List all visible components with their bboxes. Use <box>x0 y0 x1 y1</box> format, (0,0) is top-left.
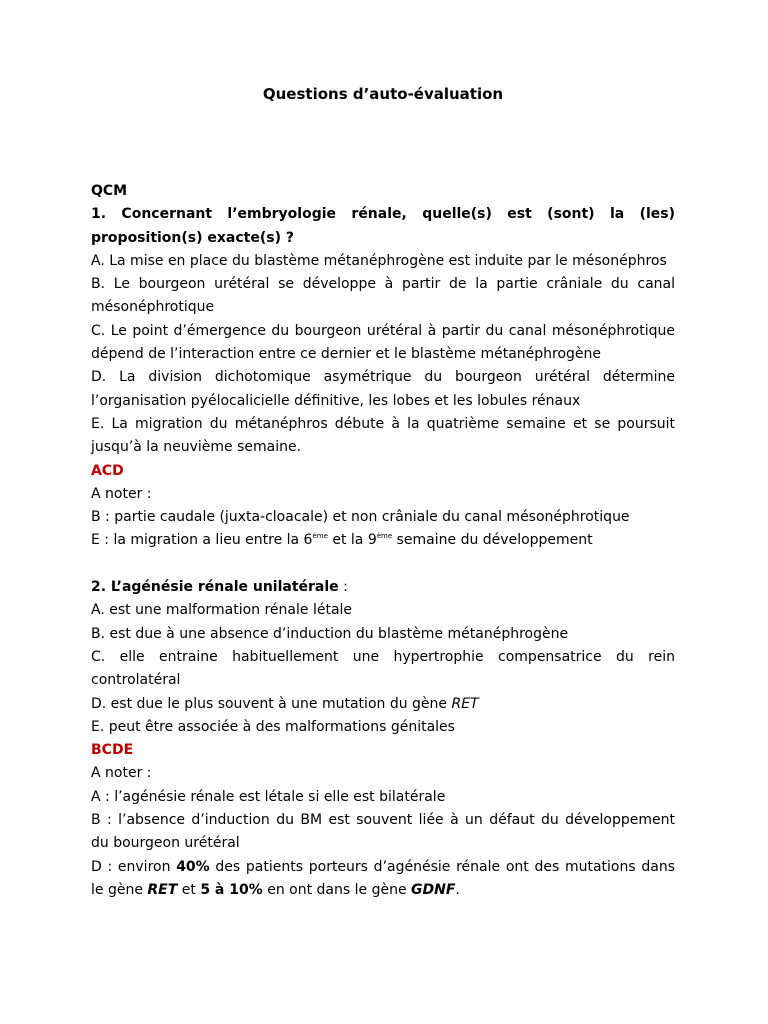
q2-note-d2-mid: et <box>177 881 201 898</box>
q2-note-d2-pre: le gène <box>91 881 148 898</box>
q2-note-d2-gene2: GDNF <box>411 881 456 898</box>
q1-note-e-part3: semaine du développement <box>392 532 593 549</box>
q2-option-e: E. peut être associée à des malformations génitales <box>91 718 455 735</box>
q1-option-d-line2: l’organisation pyélocalicielle définitive, les lobes et les lobules rénaux <box>91 392 581 409</box>
q1-option-b-line1: B. Le bourgeon urétéral se développe à partir de la partie crâniale du canal <box>91 276 675 293</box>
q2-note-d-pct: 40% <box>176 858 210 875</box>
q1-note-label: A noter : <box>91 485 152 502</box>
q1-option-a: A. La mise en place du blastème métanéphrogène est induite par le mésonéphros <box>91 252 667 269</box>
q2-note-d2-pct: 5 à 10% <box>200 881 263 898</box>
q2-note-b-line2: du bourgeon urétéral <box>91 835 240 852</box>
q1-note-e-sup1: ème <box>312 532 328 541</box>
q1-option-e-line2: jusqu’à la neuvième semaine. <box>91 439 302 456</box>
q2-option-c-line1: C. elle entraine habituellement une hypertrophie compensatrice du rein <box>91 648 675 665</box>
q2-note-d-post: des patients porteurs d’agénésie rénale ont des mutations dans <box>209 858 675 875</box>
q1-note-e-sup2: ème <box>376 532 393 541</box>
q2-title-text: 2. L’agénésie rénale unilatérale <box>91 579 339 596</box>
q1-option-d-line1: D. La division dichotomique asymétrique du bourgeon urétéral détermine <box>91 369 675 386</box>
q2-title <box>91 576 675 599</box>
document-body <box>91 180 675 902</box>
q1-note-e-part1: E : la migration a lieu entre la 6 <box>91 532 313 549</box>
q1-note-b: B : partie caudale (juxta-cloacale) et non crâniale du canal mésonéphrotique <box>91 509 630 526</box>
q2-title-suffix: : <box>338 579 348 596</box>
q1-title-line1: 1. Concernant l’embryologie rénale, quelle(s) est (sont) la (les) <box>91 206 675 223</box>
q2-option-d-gene: RET <box>451 695 479 712</box>
q1-note-e <box>91 529 675 552</box>
q2-note-label: A noter : <box>91 765 152 782</box>
q2-option-a: A. est une malformation rénale létale <box>91 602 353 619</box>
q1-option-b-line2: mésonéphrotique <box>91 299 215 316</box>
q2-answer: BCDE <box>91 742 134 759</box>
q2-note-d2-mid2: en ont dans le gène <box>262 881 412 898</box>
q1-option-c-line2: dépend de l’interaction entre ce dernier et le blastème métanéphrogène <box>91 346 602 363</box>
q1-note-e-part2: et la 9 <box>327 532 377 549</box>
q2-note-b-line1: B : l’absence d’induction du BM est souvent liée à un défaut du développement <box>91 812 675 829</box>
q1-answer: ACD <box>91 462 124 479</box>
q2-note-d2-gene1: RET <box>147 881 178 898</box>
q2-note-a: A : l’agénésie rénale est létale si elle est bilatérale <box>91 788 446 805</box>
q2-option-d-text: D. est due le plus souvent à une mutation du gène <box>91 695 452 712</box>
q2-note-d2-end: . <box>455 881 460 898</box>
q2-option-c-line2: controlatéral <box>91 672 181 689</box>
q2-note-d-line2 <box>91 879 675 902</box>
q2-note-d-line1 <box>91 856 675 879</box>
q2-option-b: B. est due à une absence d’induction du blastème métanéphrogène <box>91 625 569 642</box>
qcm-label: QCM <box>91 183 128 199</box>
q2-note-d-pre: D : environ <box>91 858 177 875</box>
q2-option-d <box>91 693 675 716</box>
spacer <box>91 553 675 576</box>
q1-option-c-line1: C. Le point d’émergence du bourgeon urétéral à partir du canal mésonéphrotique <box>91 322 675 339</box>
q1-option-e-line1: E. La migration du métanéphros débute à la quatrième semaine et se poursuit <box>91 415 675 432</box>
page-title: Questions d’auto-évaluation <box>262 85 504 103</box>
q1-title-line2: proposition(s) exacte(s) ? <box>91 229 294 246</box>
